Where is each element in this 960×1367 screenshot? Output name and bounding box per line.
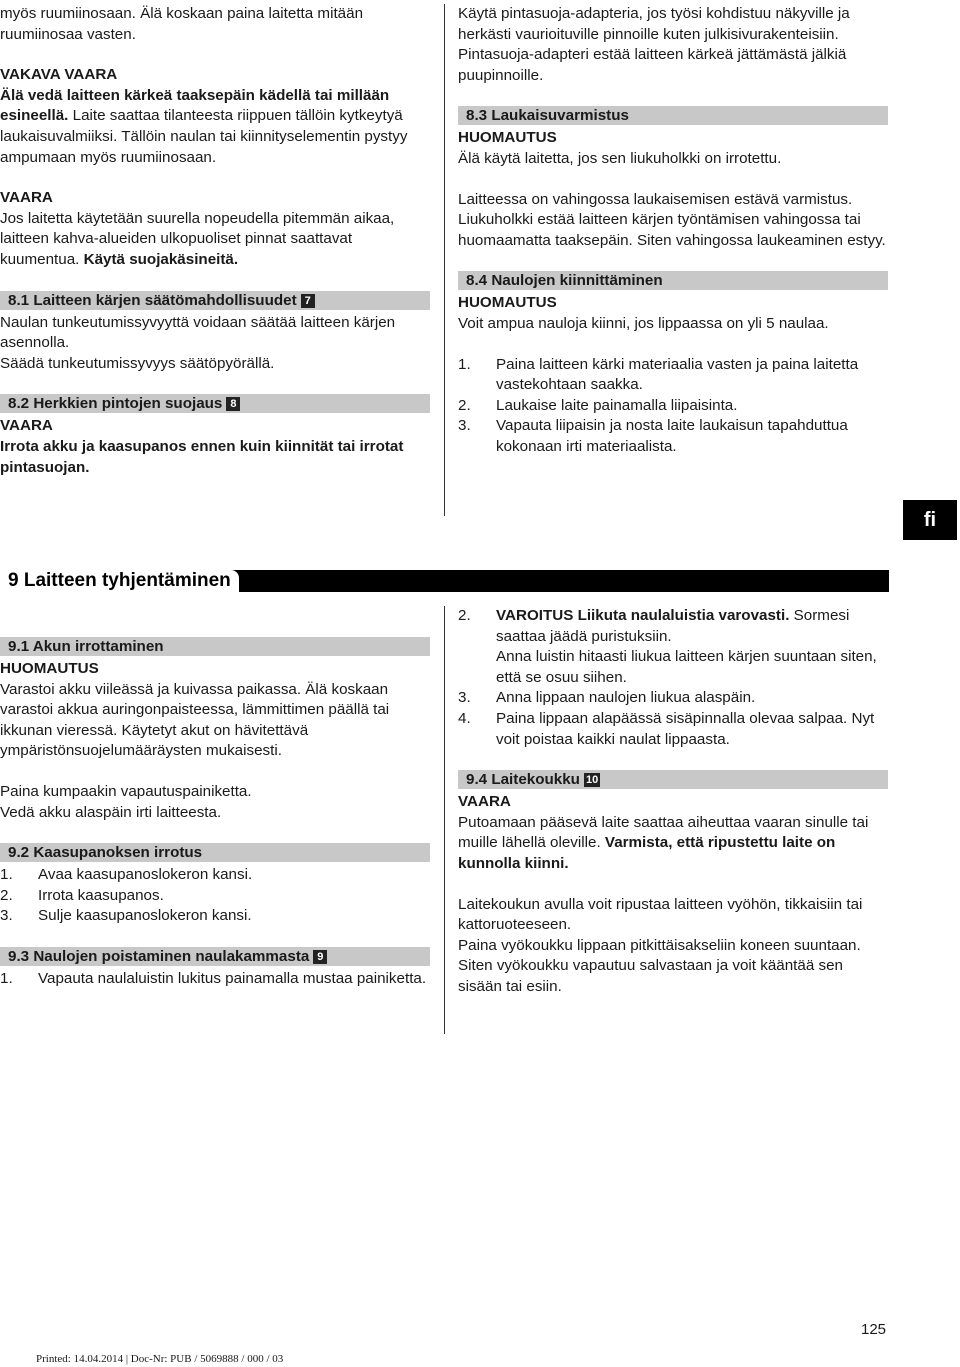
paragraph: Laitekoukun avulla voit ripustaa laitteen vyöhön, tikkaisiin tai kattoruoteeseen. — [458, 895, 863, 934]
paragraph: Varastoi akku viileässä ja kuivassa paikassa. Älä koskaan varastoi akkua auringonpaisteessa, lämmittimen päällä tai ikkunan vieressä. Käytetyt akut on hävitettävä ympäristönsuojelumääräysten mukaisesti. — [0, 680, 390, 760]
figure-ref-badge: 8 — [226, 397, 240, 411]
warning-text: Älä vedä laitteen kärkeä taaksepäin kädellä tai millään esineellä. Laite saattaa tilanteesta riippuen tällöin kytkeytyä laukaisuvalmiiksi. Tällöin naulan tai kiinnityselementin pystyy ampumaan myös ruumiinosaan. — [0, 86, 408, 166]
section-heading-8-2: 8.2 Herkkien pintojen suojaus 8 — [0, 394, 430, 413]
paragraph: Pintasuoja-adapteri estää laitteen kärkeä jättämästä jälkiä puupinnoille. — [458, 46, 847, 84]
notice-title: HUOMAUTUS — [458, 294, 557, 312]
column-divider — [444, 4, 445, 516]
top-left-column — [0, 4, 430, 478]
notice-title: HUOMAUTUS — [0, 660, 99, 677]
section-heading-9-1: 9.1 Akun irrottaminen — [0, 637, 430, 656]
warning-text: Irrota akku ja kaasupanos ennen kuin kiinnität tai irrotat pintasuojan. — [0, 437, 404, 476]
warning-title: VAARA — [458, 793, 511, 811]
column-divider — [444, 606, 445, 1034]
top-right-column — [458, 4, 888, 458]
section-heading-8-4: 8.4 Naulojen kiinnittäminen — [458, 271, 888, 290]
list-item: 3. Vapauta liipaisin ja nosta laite laukaisun tapahduttua kokonaan irti materiaalista. — [458, 417, 848, 455]
paragraph: Säädä tunkeutumissyvyys säätöpyörällä. — [0, 354, 275, 372]
list-item: 1. Avaa kaasupanoslokeron kansi. — [0, 866, 253, 884]
section-heading-9-2: 9.2 Kaasupanoksen irrotus — [0, 843, 430, 862]
paragraph: Siten vyökoukku vapautuu salvastaan ja voit kääntää sen sisään tai esiin. — [458, 957, 843, 995]
print-footer: Printed: 14.04.2014 | Doc-Nr: PUB / 5069888 / 000 / 03 — [36, 1353, 284, 1365]
list-item: 4. Paina lippaan alapäässä sisäpinnalla olevaa salpaa. Nyt voit poistaa kaikki naulat lippaasta. — [458, 709, 875, 748]
list-item: 1. Vapauta naulaluistin lukitus painamalla mustaa painiketta. — [0, 969, 427, 987]
paragraph: Paina vyökoukku lippaan pitkittäisakseliin koneen suuntaan. — [458, 936, 861, 954]
figure-ref-badge: 7 — [301, 294, 315, 308]
section-heading-8-1: 8.1 Laitteen kärjen säätömahdollisuudet 7 — [0, 291, 430, 310]
chapter-title: 9 Laitteen tyhjentäminen — [0, 570, 239, 592]
list-item: 2. VAROITUS Liikuta naulaluistia varovasti. Sormesi saattaa jäädä puristuksiin. Anna luistin hitaasti liukua laitteen kärjen suuntaan siten, että se osuu siihen. — [458, 607, 877, 686]
section-heading-9-3: 9.3 Naulojen poistaminen naulakammasta 9 — [0, 947, 430, 966]
paragraph: Paina kumpaakin vapautuspainiketta. — [0, 782, 252, 800]
list-item: 3. Sulje kaasupanoslokeron kansi. — [0, 907, 252, 925]
list-item: 2. Irrota kaasupanos. — [0, 886, 164, 904]
figure-ref-badge: 9 — [313, 950, 327, 964]
list-item: 1. Paina laitteen kärki materiaalia vasten ja paina laitetta vastekohtaan saakka. — [458, 355, 859, 394]
paragraph: Käytä pintasuoja-adapteria, jos työsi kohdistuu näkyville ja herkästi vaurioituville pinnoille kuten julkisivurakenteisiin. — [458, 5, 850, 43]
page-number: 125 — [861, 1321, 887, 1338]
warning-title: VAARA — [0, 417, 53, 435]
notice-title: HUOMAUTUS — [458, 129, 557, 147]
language-tab: fi — [903, 500, 957, 540]
paragraph: Naulan tunkeutumissyvyyttä voidaan säätää laitteen kärjen asennolla. — [0, 313, 396, 352]
paragraph: myös ruumiinosaan. Älä koskaan paina laitetta mitään ruumiinosaa vasten. — [0, 5, 364, 43]
warning-title: VAKAVA VAARA — [0, 66, 118, 84]
bottom-left-column — [0, 637, 430, 990]
paragraph: Laitteessa on vahingossa laukaisemisen estävä varmistus. Liukuholkki estää laitteen kärjen työntämisen vahingossa tai huomaamatta taaksepäin. Siten vahingossa laukeaminen estyy. — [458, 190, 886, 249]
paragraph: Voit ampua nauloja kiinni, jos lippaassa on yli 5 naulaa. — [458, 314, 829, 332]
figure-ref-badge: 10 — [585, 774, 599, 787]
paragraph: Vedä akku alaspäin irti laitteesta. — [0, 803, 222, 821]
paragraph: Älä käytä laitetta, jos sen liukuholkki on irrotettu. — [458, 149, 782, 167]
warning-text: Jos laitetta käytetään suurella nopeudella pitemmän aikaa, laitteen kahva-alueiden ulkopuoliset pinnat saattavat kuumentua. Käytä suojakäsineitä. — [0, 209, 395, 268]
chapter-heading — [0, 570, 889, 592]
warning-text: Putoamaan pääsevä laite saattaa aiheuttaa vaaran sinulle tai muille lähellä oleville. Varmista, että ripustettu laite on kunnolla kiinni. — [458, 813, 869, 872]
list-item: 3. Anna lippaan naulojen liukua alaspäin. — [458, 689, 756, 707]
bottom-right-column — [458, 606, 888, 998]
section-heading-9-4: 9.4 Laitekoukku 10 — [458, 770, 888, 789]
section-heading-8-3: 8.3 Laukaisuvarmistus — [458, 106, 888, 125]
warning-title: VAARA — [0, 189, 53, 207]
list-item: 2. Laukaise laite painamalla liipaisinta. — [458, 396, 738, 414]
